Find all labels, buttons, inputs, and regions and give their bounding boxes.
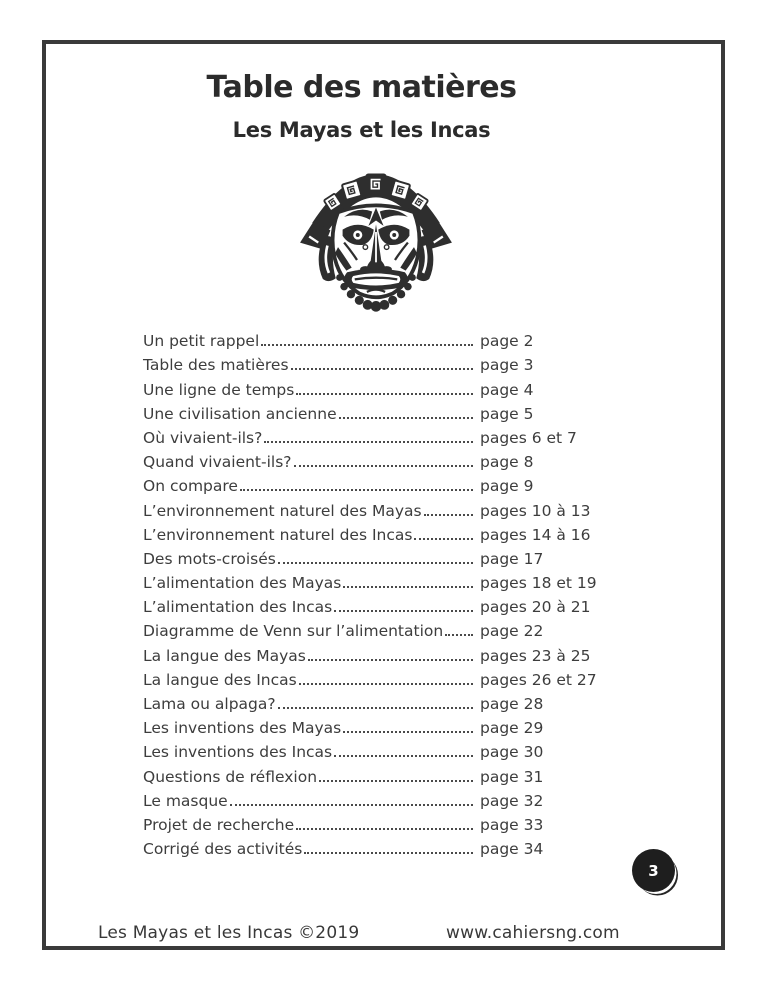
toc-entry-label: L’environnement naturel des Incas [143, 525, 413, 544]
dotted-leader [278, 562, 473, 564]
toc-entry-row [143, 810, 623, 834]
dotted-leader [278, 707, 473, 709]
toc-entry-label: Des mots-croisés [143, 549, 276, 568]
table-of-contents [143, 326, 623, 858]
toc-entry-label: Une ligne de temps [143, 380, 295, 399]
dotted-leader [264, 441, 473, 443]
dotted-leader [424, 514, 473, 516]
dotted-leader [291, 368, 473, 370]
toc-entry-label: La langue des Incas [143, 670, 297, 689]
toc-entry-row [143, 544, 623, 568]
page-header [24, 70, 699, 142]
toc-entry-label: Le masque [143, 791, 228, 810]
toc-entry-page: page 31 [480, 767, 544, 786]
toc-entry-label: Les inventions des Incas [143, 743, 333, 762]
toc-entry-label: Les inventions des Mayas [143, 719, 342, 738]
toc-entry-row [143, 447, 623, 471]
toc-entry-row [143, 834, 623, 858]
dotted-leader [261, 344, 473, 346]
toc-entry-page: pages 18 et 19 [480, 574, 597, 593]
toc-entry-page: page 2 [480, 332, 534, 351]
toc-entry-page: pages 23 à 25 [480, 646, 591, 665]
toc-entry-row [143, 665, 623, 689]
toc-entry-page: page 32 [480, 791, 544, 810]
toc-entry-row [143, 761, 623, 785]
toc-entry-row [143, 592, 623, 616]
toc-entry-label: L’environnement naturel des Mayas [143, 501, 422, 520]
toc-entry-row [143, 350, 623, 374]
footer-copyright: Les Mayas et les Incas ©2019 [98, 923, 360, 943]
page-number-badge [632, 849, 675, 892]
toc-entry-page: pages 20 à 21 [480, 598, 591, 617]
toc-entry-label: On compare [143, 477, 238, 496]
toc-entry-label: Lama ou alpaga? [143, 695, 276, 713]
toc-entry-page: page 28 [480, 695, 544, 713]
toc-entry-page: pages 26 et 27 [480, 670, 597, 689]
dotted-leader [308, 659, 473, 661]
toc-entry-label: Corrigé des activités [143, 840, 303, 859]
dotted-leader [240, 489, 473, 491]
toc-entry-row [143, 713, 623, 737]
page-title: Table des matières [206, 70, 517, 105]
toc-entry-label: Où vivaient-ils? [143, 428, 263, 447]
toc-entry-page: pages 14 à 16 [480, 525, 591, 544]
dotted-leader [334, 610, 473, 612]
page-number: 3 [648, 861, 659, 880]
toc-entry-row [143, 495, 623, 519]
toc-entry-label: Questions de réflexion [143, 767, 318, 786]
toc-entry-page: page 30 [480, 743, 544, 762]
toc-entry-page: page 34 [480, 840, 544, 859]
toc-entry-page: page 33 [480, 815, 544, 834]
toc-entry-row [143, 399, 623, 423]
toc-entry-row [143, 326, 623, 350]
toc-entry-page: page 29 [480, 719, 544, 738]
toc-entry-label: La langue des Mayas [143, 646, 306, 665]
toc-entry-row [143, 737, 623, 761]
toc-entry-page: page 3 [480, 356, 534, 375]
toc-entry-row [143, 616, 623, 640]
dotted-leader [334, 755, 473, 757]
toc-entry-page: page 5 [480, 404, 534, 423]
toc-entry-label: Projet de recherche [143, 815, 295, 834]
toc-entry-row [143, 374, 623, 398]
toc-entry-page: page 22 [480, 622, 544, 641]
dotted-leader [343, 731, 473, 733]
dotted-leader [296, 828, 473, 830]
toc-entry-label: L’alimentation des Mayas [143, 574, 342, 593]
dotted-leader [230, 804, 473, 806]
page-subtitle: Les Mayas et les Incas [232, 118, 491, 142]
dotted-leader [445, 634, 473, 636]
toc-entry-row [143, 520, 623, 544]
toc-entry-row [143, 568, 623, 592]
toc-entry-page: page 17 [480, 549, 544, 568]
dotted-leader [343, 586, 473, 588]
dotted-leader [294, 465, 473, 467]
mask-illustration [38, 156, 713, 317]
toc-entry-label: Diagramme de Venn sur l’alimentation [143, 622, 444, 641]
dotted-leader [319, 780, 473, 782]
toc-entry-label: Table des matières [143, 356, 289, 375]
dotted-leader [299, 683, 473, 685]
toc-entry-row [143, 786, 623, 810]
footer-website: www.cahiersng.com [446, 923, 620, 943]
dotted-leader [296, 393, 473, 395]
mayan-mask-icon [300, 156, 452, 317]
page-border-frame [42, 40, 725, 950]
toc-entry-label: Une civilisation ancienne [143, 404, 337, 423]
toc-entry-row [143, 423, 623, 447]
toc-entry-page: page 8 [480, 453, 534, 472]
toc-entry-label: Quand vivaient-ils? [143, 453, 292, 472]
dotted-leader [304, 852, 473, 854]
toc-entry-row [143, 471, 623, 495]
toc-entry-row [143, 640, 623, 664]
toc-entry-row [143, 689, 623, 713]
toc-entry-page: pages 6 et 7 [480, 428, 577, 447]
toc-entry-label: L’alimentation des Incas [143, 598, 333, 617]
dotted-leader [339, 417, 473, 419]
toc-entry-label: Un petit rappel [143, 332, 260, 351]
toc-entry-page: page 4 [480, 380, 534, 399]
dotted-leader [414, 538, 473, 540]
toc-entry-page: pages 10 à 13 [480, 501, 591, 520]
toc-entry-page: page 9 [480, 477, 534, 496]
